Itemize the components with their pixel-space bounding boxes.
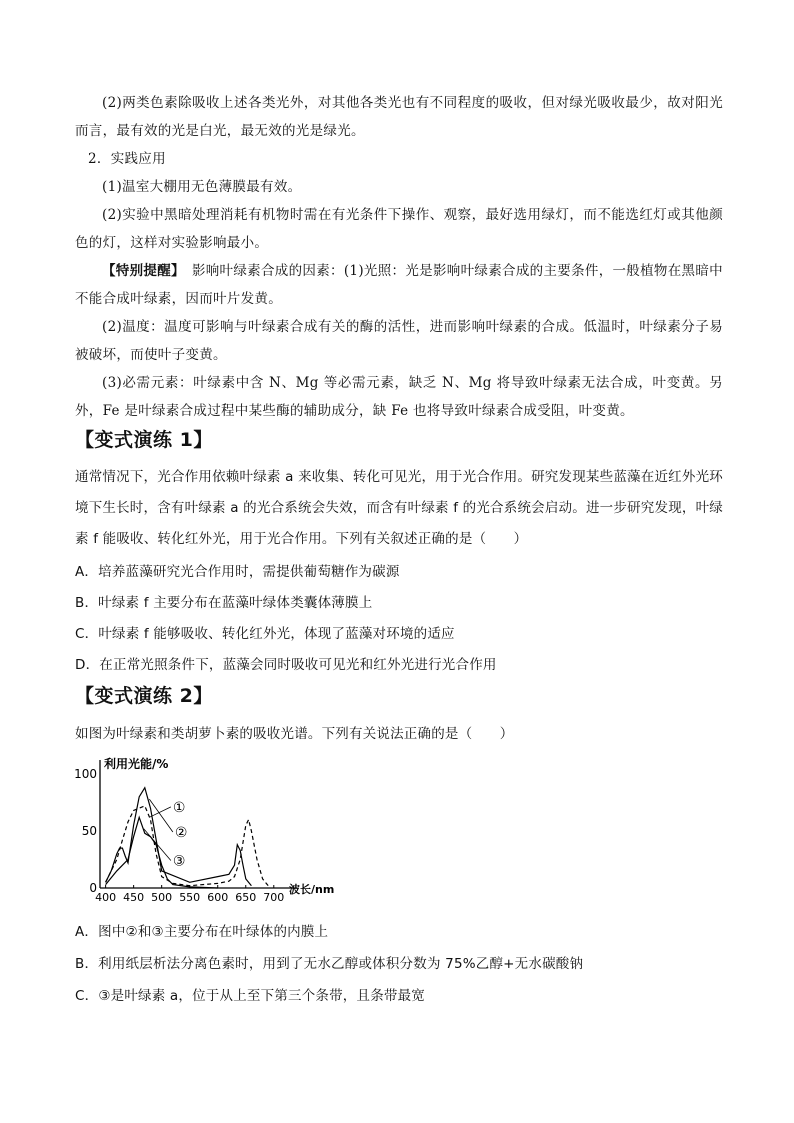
series-label-3: ③ (172, 853, 186, 870)
exercise-2-stem: 如图为叶绿素和类胡萝卜素的吸收光谱。下列有关说法正确的是（ ） (75, 726, 514, 742)
exercise-2-option-c: C．③是叶绿素 a，位于从上至下第三个条带，且条带最宽 (75, 988, 425, 1004)
exercise-2-option-a: A．图中②和③主要分布在叶绿体的内膜上 (75, 924, 329, 940)
x-tick-label: 600 (207, 891, 229, 904)
series-line-3 (106, 817, 218, 888)
tip-elements: (3)必需元素：叶绿素中含 N、Mg 等必需元素，缺乏 N、Mg 将导致叶绿素无法合成，叶变黄。另外，Fe 是叶绿素合成过程中某些酶的辅助成分，缺 Fe 也将导致叶绿素合成受阻，叶变黄。 (75, 375, 723, 419)
series-leader-1 (149, 807, 171, 817)
series-label-2: ② (174, 825, 188, 841)
special-tip (75, 257, 723, 313)
series-label-1: ① (172, 799, 186, 816)
x-tick-label: 500 (151, 891, 173, 904)
x-tick-label: 450 (123, 891, 145, 904)
exercise-1-option-b: B．叶绿素 f 主要分布在蓝藻叶绿体类囊体薄膜上 (75, 595, 373, 611)
x-tick-label: 550 (179, 891, 201, 904)
chart-axes (100, 760, 297, 888)
exercise-1-stem: 通常情况下，光合作用依赖叶绿素 a 来收集、转化可见光，用于光合作用。研究发现某些蓝藻在近红外光环境下生长时，含有叶绿素 a 的光合系统会失效，而含有叶绿素 f 的光合系统会启动。进一步研究发现，叶绿素 f 能吸收、转化红外光，用于光合作用。下列有关叙述正确的是（ ） (75, 469, 723, 547)
y-axis-label: 利用光能/% (104, 757, 169, 771)
practice-item-1: (1)温室大棚用无色薄膜最有效。 (102, 179, 302, 195)
y-tick-label: 0 (89, 881, 97, 895)
tip-temperature: (2)温度：温度可影响与叶绿素合成有关的酶的活性，进而影响叶绿素的合成。低温时，叶绿素分子易被破坏，而使叶子变黄。 (75, 319, 723, 363)
exercise-1-option-d: D．在正常光照条件下，蓝藻会同时吸收可见光和红外光进行光合作用 (75, 657, 497, 673)
special-tip-label: 【特别提醒】 (102, 263, 179, 279)
exercise-1-option-c: C．叶绿素 f 能够吸收、转化红外光，体现了蓝藻对环境的适应 (75, 626, 455, 642)
series-leader-3 (144, 829, 171, 861)
special-tip-text: 影响叶绿素合成的因素：(1)光照：光是影响叶绿素合成的主要条件，一般植物在黑暗中不能合成叶绿素，因而叶片发黄。 (75, 263, 723, 307)
heading-practice: 2．实践应用 (88, 151, 166, 167)
practice-item-2: (2)实验中黑暗处理消耗有机物时需在有光条件下操作、观察，最好选用绿灯，而不能选红灯或其他颜色的灯，这样对实验影响最小。 (75, 207, 723, 251)
x-axis-label: 波长/nm (289, 883, 335, 896)
exercise-2-option-b: B．利用纸层析法分离色素时，用到了无水乙醇或体积分数为 75%乙醇+无水碳酸钠 (75, 956, 584, 972)
x-tick-label: 400 (95, 891, 117, 904)
x-tick-label: 650 (235, 891, 257, 904)
exercise-1-option-a: A．培养蓝藻研究光合作用时，需提供葡萄糖作为碳源 (75, 564, 400, 580)
y-tick-label: 50 (81, 824, 97, 838)
chart-labels (103, 756, 334, 896)
x-tick-label: 700 (263, 891, 285, 904)
absorption-spectrum-chart (70, 752, 370, 912)
paragraph-absorption: (2)两类色素除吸收上述各类光外，对其他各类光也有不同程度的吸收，但对绿光吸收最少，故对阳光而言，最有效的光是白光，最无效的光是绿光。 (75, 95, 723, 139)
exercise-1-title: 【变式演练 1】 (75, 429, 213, 451)
exercise-2-title: 【变式演练 2】 (75, 685, 213, 707)
y-tick-label: 100 (74, 767, 97, 781)
